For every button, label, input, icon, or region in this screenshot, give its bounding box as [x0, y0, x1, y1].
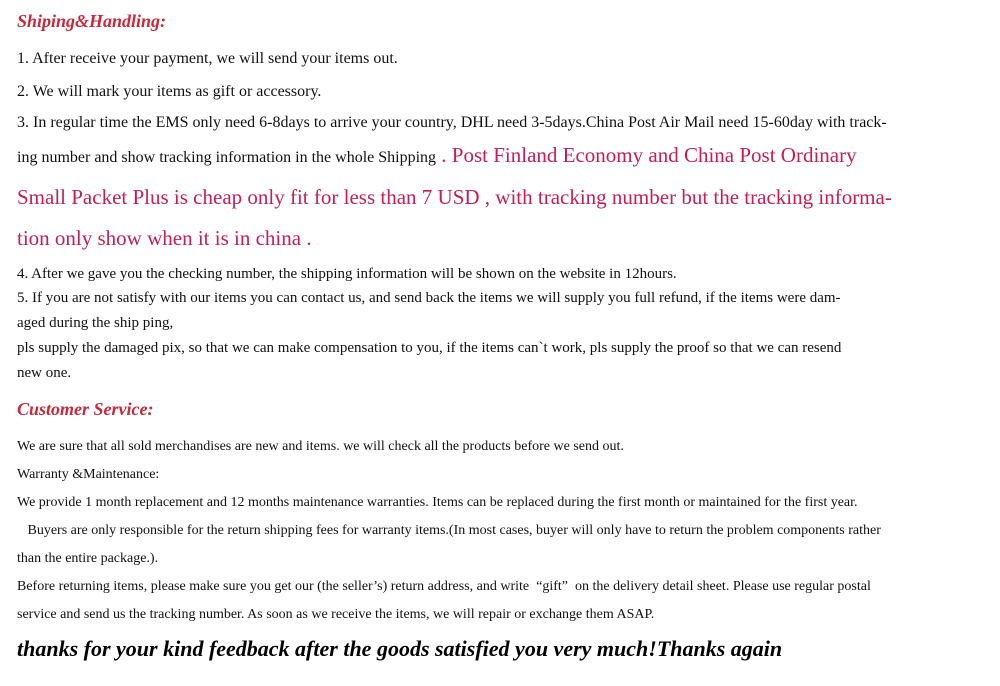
shipping-item-2: 2. We will mark your items as gift or accessory. [17, 83, 322, 100]
customer-service-line-2: Warranty &Maintenance: [17, 467, 160, 482]
shipping-item-3-line-2 [17, 143, 857, 168]
customer-service-line-7: service and send us the tracking number. As soon as we receive the items, we will repair or exchange them ASAP. [17, 607, 655, 622]
shipping-item-5-line-1: 5. If you are not satisfy with our items you can contact us, and send back the items we will supply you full refund, if the items were dam- [17, 290, 841, 306]
shipping-item-4: 4. After we gave you the checking number, the shipping information will be shown on the website in 12hours. [17, 266, 677, 282]
shipping-item-3-line-1: 3. In regular time the EMS only need 6-8days to arrive your country, DHL need 3-5days.China Post Air Mail need 15-60day with track- [17, 114, 887, 131]
shipping-item-3-line-2-plain: ing number and show tracking information in the whole Shipping [17, 149, 437, 166]
shipping-item-5-line-3: pls supply the damaged pix, so that we can make compensation to you, if the items can`t work, pls supply the proof so that we can resend [17, 340, 842, 356]
closing-message: thanks for your kind feedback after the goods satisfied you very much!Thanks again [17, 636, 783, 661]
customer-service-line-4: Buyers are only responsible for the return shipping fees for warranty items.(In most cases, buyer will only have to return the problem components rather [17, 523, 881, 538]
shipping-item-5-line-2: aged during the ship ping, [17, 315, 174, 331]
customer-service-line-5: than the entire package.). [17, 551, 159, 566]
customer-service-line-3: We provide 1 month replacement and 12 months maintenance warranties. Items can be replaced during the first month or maintained for the first year. [17, 495, 858, 510]
shipping-item-1: 1. After receive your payment, we will send your items out. [17, 50, 398, 67]
shipping-item-3-line-3: Small Packet Plus is cheap only fit for less than 7 USD , with tracking number but the tracking informa- [17, 185, 892, 209]
customer-service-line-6: Before returning items, please make sure you get our (the seller’s) return address, and write “gift” on the delivery detail sheet. Please use regular postal [17, 579, 871, 594]
shipping-item-3-line-2-highlight: . Post Finland Economy and China Post Ordinary [436, 143, 857, 167]
customer-service-line-1: We are sure that all sold merchandises are new and items. we will check all the products before we send out. [17, 439, 624, 454]
shipping-heading: Shiping&Handling: [17, 11, 167, 31]
shipping-item-5-line-4: new one. [17, 365, 72, 381]
shipping-item-3-line-4: tion only show when it is in china . [17, 226, 312, 250]
customer-service-heading: Customer Service: [17, 399, 154, 419]
